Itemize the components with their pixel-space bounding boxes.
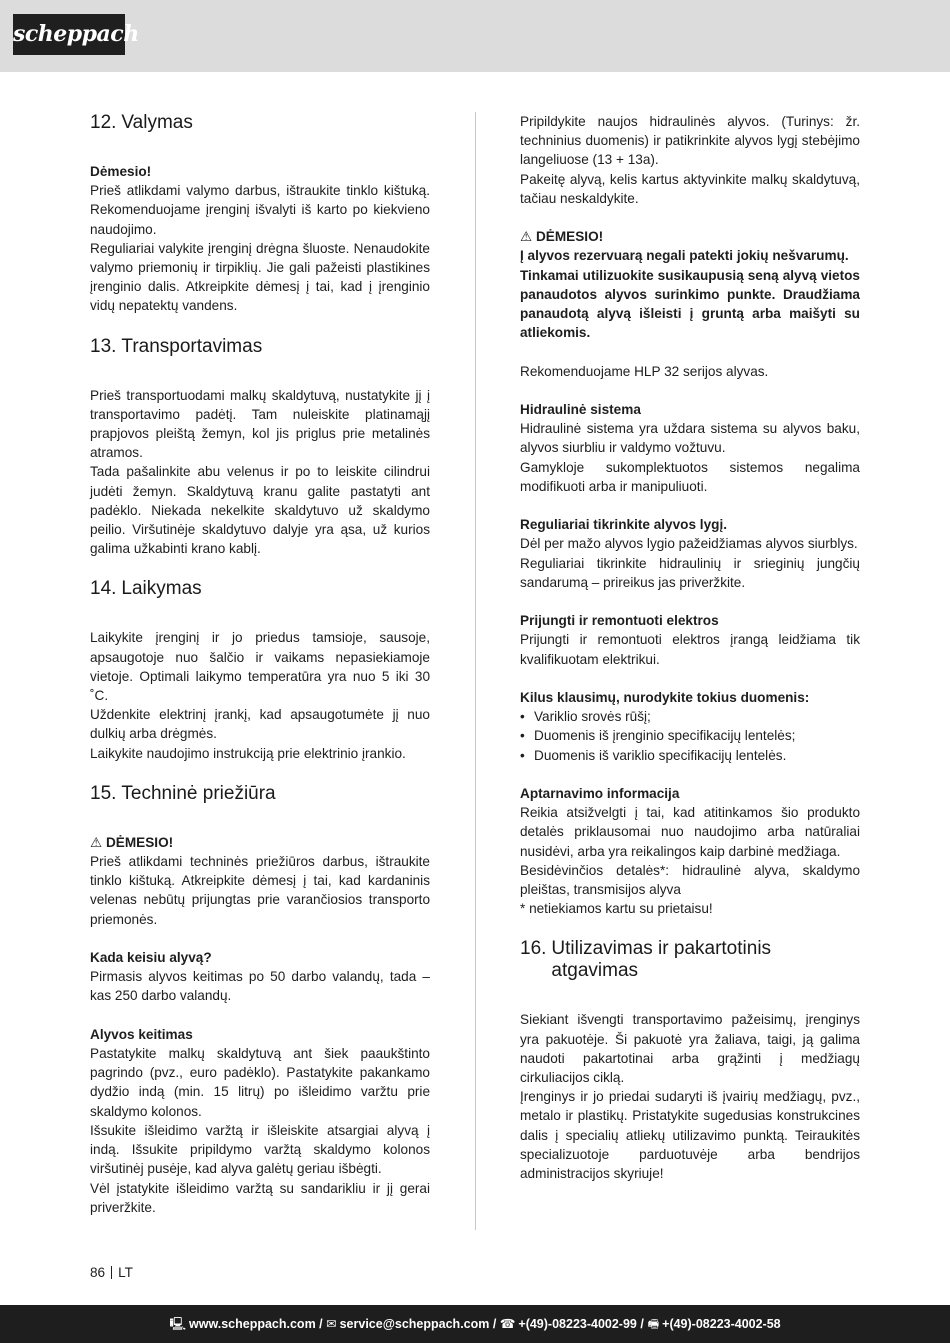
brand-logo: scheppach <box>13 14 125 55</box>
section-13-title <box>90 336 430 358</box>
paragraph: Išsukite išleidimo varžtą ir išleiskite atsargiai alyvą į indą. Išsukite pripildymo varžtą skaldymo kolonos viršutinėj pusėje, kad alyva galėtų geriau išbėgti. <box>90 1122 430 1177</box>
subheading: Reguliariai tikrinkite alyvos lygį. <box>520 517 728 533</box>
section-number: 14. <box>90 578 117 600</box>
bullet-icon: • <box>520 747 525 763</box>
paragraph: Reikia atsižvelgti į tai, kad atitinkamos šio produkto detalės priklausomai nuo naudojimo arba natūraliai nusidėvi, arba yra reikalingos kaip darbinė medžiaga. <box>520 805 860 859</box>
list-item: • Duomenis iš variklio specifikacijų lentelės. <box>520 746 860 765</box>
warning-triangle-icon: ⚠ <box>90 834 103 850</box>
paragraph: Dėl per mažo alyvos lygio pažeidžiamas alyvos siurblys. <box>520 536 858 552</box>
paragraph: Gamykloje sukomplektuotos sistemos negalima modifikuoti arba ir manipuliuoti. <box>520 459 860 494</box>
subheading: Alyvos keitimas <box>90 1026 193 1042</box>
paragraph: Vėl įstatykite išleidimo varžtą su sandarikliu ir jį gerai priveržkite. <box>90 1180 430 1215</box>
section-number: 12. <box>90 112 117 133</box>
bullet-icon: • <box>520 709 525 725</box>
subheading: Kilus klausimų, nurodykite tokius duomenis: <box>520 690 810 705</box>
phone-icon: ☎ <box>499 1317 516 1331</box>
section-15-title <box>90 783 430 805</box>
paragraph: Prieš atlikdami techninės priežiūros darbus, ištraukite tinklo kištuką. Atkreipkite dėmesį į tai, kad kardaninis velenas nebūtų prijungtas prie varančiosios transporto priemonės. <box>90 854 430 927</box>
list-item: • Duomenis iš įrenginio specifikacijų lentelės; <box>520 726 860 745</box>
page-number: 86 LT <box>90 1265 133 1280</box>
paragraph: Įrenginys ir jo priedai sudaryti iš įvairių medžiagų, pvz., metalo ir plastikų. Pristatykite sugedusias konstrukcines dalis į specialių atliekų utilizavimo punktą. Teiraukitės specializuotoje parduotuvėje arba bendrijos administracijos skyriuje! <box>520 1089 860 1182</box>
warning-label: DĖMESIO! <box>535 229 604 245</box>
section-12-title <box>90 112 430 134</box>
attention-label: Dėmesio! <box>90 164 152 179</box>
warning-text: Tinkamai utilizuokite susikaupusią seną alyvą vietos panaudotos alyvos surinkimo punkte. Draudžiama panaudotą alyvą išleisti į gruntą arba maišyti su atliekomis. <box>520 267 860 341</box>
paragraph: Laikykite naudojimo instrukciją prie elektrinio įrankio. <box>90 745 406 761</box>
section-number: 16. <box>520 938 547 960</box>
paragraph: Siekiant išvengti transportavimo pažeisimų, įrenginys yra pakuotėje. Ši pakuotė yra žaliava, taigi, ją galima naudoti pakartotinai arba grąžinti į medžiagų cirkuliacijos ciklą. <box>520 1012 860 1086</box>
subheading: Prijungti ir remontuoti elektros <box>520 613 719 629</box>
warning-heading <box>90 833 430 852</box>
paragraph: Hidraulinė sistema yra uždara sistema su alyvos baku, alyvos siurbliu ir valdymo vožtuvu. <box>520 421 860 456</box>
paragraph: Besidėvinčios detalės*: hidraulinė alyva, skaldymo pleištas, transmisijos alyva <box>520 862 860 898</box>
section-title-text: Laikymas <box>121 578 202 600</box>
paragraph: Tada pašalinkite abu velenus ir po to leiskite cilindrui judėti žemyn. Skaldytuvą kranu galite pastatyti ant padėklo. Niekada nekelkite skaldytuvo už skaldymo peilio. Viršutinėje skaldytuvo dalyje yra ąsa, už kurios galima užkabinti krano kablį. <box>90 464 430 557</box>
column-divider <box>475 112 476 1230</box>
paragraph: Laikykite įrenginį ir jo priedus tamsioje, sausoje, apsaugotoje nuo šalčio ir vaikams nepasiekiamoje vietoje. Optimali laikymo temperatūra yra nuo 5 iki 30 ˚C. <box>90 630 430 704</box>
subheading: Hidraulinė sistema <box>520 402 641 417</box>
mail-icon: ✉ <box>326 1317 337 1331</box>
separator <box>111 1266 112 1279</box>
warning-heading <box>520 227 860 246</box>
left-column <box>90 112 430 1217</box>
paragraph: * netiekiamos kartu su prietaisu! <box>520 901 713 917</box>
fax-icon: 🖷 <box>647 1317 660 1331</box>
footer-email[interactable]: service@scheppach.com <box>339 1317 490 1331</box>
subheading: Aptarnavimo informacija <box>520 786 680 801</box>
warning-triangle-icon: ⚠ <box>520 229 533 245</box>
section-title-text: Transportavimas <box>121 335 263 357</box>
paragraph: Reguliariai valykite įrenginį drėgna šluoste. Nenaudokite valymo priemonių ir tirpiklių. Jie gali pažeisti plastikines įrenginio dalis. Atkreipkite dėmesį į tai, kad į įrenginio vidų nepatektų vandens. <box>90 240 430 314</box>
paragraph: Uždenkite elektrinį įrankį, kad apsaugotumėte jį nuo dulkių arba drėgmės. <box>90 707 430 742</box>
footer-website[interactable]: www.scheppach.com <box>189 1317 316 1331</box>
paragraph: Prieš atlikdami valymo darbus, ištraukite tinklo kištuką. Rekomenduojame įrenginį išvalyti iš karto po kiekvieno naudojimo. <box>90 183 430 237</box>
subheading: Kada keisiu alyvą? <box>90 950 212 966</box>
paragraph: Prijungti ir remontuoti elektros įrangą leidžiama tik kvalifikuotam elektrikui. <box>520 632 860 667</box>
section-16-title <box>520 938 860 982</box>
section-number: 13. <box>90 335 117 357</box>
header-bar <box>0 0 950 72</box>
paragraph: Rekomenduojame HLP 32 serijos alyvas. <box>520 363 769 379</box>
section-14-title <box>90 578 430 600</box>
footer-bar: 🖳 www.scheppach.com / ✉ service@scheppach.com / ☎ +(49)-08223-4002-99 / 🖷 +(49)-08223-4002-58 <box>0 1305 950 1343</box>
list-item: • Variklio srovės rūšį; <box>520 707 860 726</box>
paragraph: Prieš transportuodami malkų skaldytuvą, nustatykite jį į transportavimo padėtį. Tam nuleiskite platinamąjį prapjovos pleištą žemyn, kol jis priglus prie metalinės atramos. <box>90 387 430 461</box>
section-title-text: Techninė priežiūra <box>121 782 276 804</box>
footer-phone: +(49)-08223-4002-99 <box>518 1317 637 1331</box>
paragraph: Pastatykite malkų skaldytuvą ant šiek paaukštinto pagrindo (pvz., euro padėklo). Pastatykite pakankamo dydžio indą (min. 15 litrų) po išleidimo varžtu prie skaldymo kolonos. <box>90 1046 430 1119</box>
computer-icon: 🖳 <box>169 1317 187 1331</box>
footer-fax: +(49)-08223-4002-58 <box>662 1317 781 1331</box>
warning-label: DĖMESIO! <box>105 834 174 850</box>
right-column <box>520 112 860 1183</box>
paragraph: Pakeitę alyvą, kelis kartus aktyvinkite malkų skaldytuvą, tačiau neskaldykite. <box>520 171 860 206</box>
paragraph: Reguliariai tikrinkite hidraulinių ir srieginių jungčių sandarumą – prireikus jas priveržkite. <box>520 555 860 590</box>
bullet-icon: • <box>520 728 525 744</box>
paragraph: Pirmasis alyvos keitimas po 50 darbo valandų, tada – kas 250 darbo valandų. <box>90 969 430 1004</box>
section-title-text: Valymas <box>121 112 193 133</box>
section-number: 15. <box>90 782 117 804</box>
section-title-text: Utilizavimas ir pakartotinis atgavimas <box>551 938 772 982</box>
paragraph: Pripildykite naujos hidraulinės alyvos. (Turinys: žr. techninius duomenis) ir patikrinkite alyvos lygį stebėjimo langeliuose (13 + 13a). <box>520 114 860 168</box>
questions-list <box>520 707 860 765</box>
warning-text: Į alyvos rezervuarą negali patekti jokių nešvarumų. <box>520 248 849 264</box>
